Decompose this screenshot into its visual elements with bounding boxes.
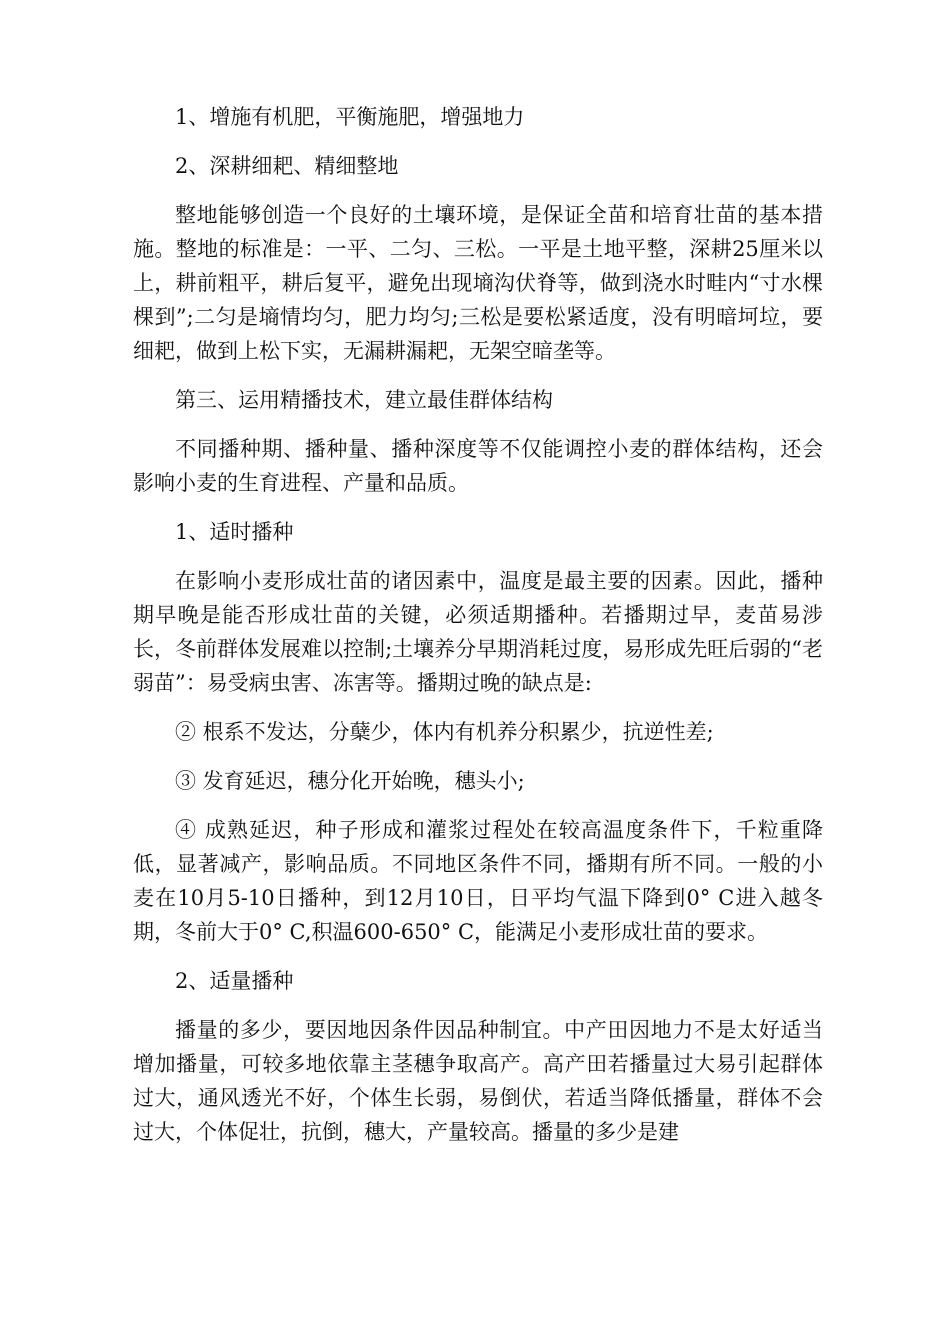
paragraph-land-preparation: 整地能够创造一个良好的土壤环境，是保证全苗和培育壮苗的基本措施。整地的标准是：一平、二匀、三松。一平是土地平整，深耕25厘米以上，耕前粗平，耕后复平，避免出现墒沟伏脊等，做到浇水时畦内“寸水棵棵到”;二匀是墒情均匀，肥力均匀;三松是要松紧适度，没有明暗坷垃，要细耙，做到上松下实，无漏耕漏耙，无架空暗垄等。 [133, 203, 823, 363]
list-item-root-system: ② 根系不发达，分蘖少，体内有机养分积累少，抗逆性差; [175, 720, 714, 744]
list-item-timely-sowing: 1、适时播种 [175, 520, 294, 544]
list-item-proper-seeding-rate: 2、适量播种 [175, 969, 294, 993]
section-heading-precision-sowing: 第三、运用精播技术，建立最佳群体结构 [175, 388, 553, 412]
paragraph-sowing-factors: 不同播种期、播种量、播种深度等不仅能调控小麦的群体结构，还会影响小麦的生育进程、产量和品质。 [133, 437, 823, 495]
paragraph-temperature-factor: 在影响小麦形成壮苗的诸因素中，温度是最主要的因素。因此，播种期早晚是能否形成壮苗的关键，必须适期播种。若播期过早，麦苗易涉长，冬前群体发展难以控制;土壤养分早期消耗过度，易形成先旺后弱的“老弱苗”：易受病虫害、冻害等。播期过晚的缺点是: [133, 569, 823, 695]
paragraph-seeding-rate: 播量的多少，要因地因条件因品种制宜。中产田因地力不是太好适当增加播量，可较多地依靠主茎穗争取高产。高产田若播量过大易引起群体过大，通风透光不好，个体生长弱，易倒伏，若适当降低播量，群体不会过大，个体促壮，抗倒，穗大，产量较高。播量的多少是建 [133, 1018, 823, 1144]
list-item-delayed-development: ③ 发育延迟，穗分化开始晚，穗头小; [175, 769, 525, 793]
document-body [133, 100, 823, 1164]
list-item-organic-fertilizer: 1、增施有机肥，平衡施肥，增强地力 [175, 105, 525, 129]
list-item-delayed-maturity: ④ 成熟延迟，种子形成和灌浆过程处在较高温度条件下，千粒重降低，显著减产，影响品质。不同地区条件不同，播期有所不同。一般的小麦在10月5-10日播种，到12月10日，日平均气温下降到0° C进入越冬期，冬前大于0° C,积温600-650° C，能满足小麦形成壮苗的要求。 [133, 818, 823, 944]
list-item-deep-plowing: 2、深耕细耙、精细整地 [175, 154, 399, 178]
